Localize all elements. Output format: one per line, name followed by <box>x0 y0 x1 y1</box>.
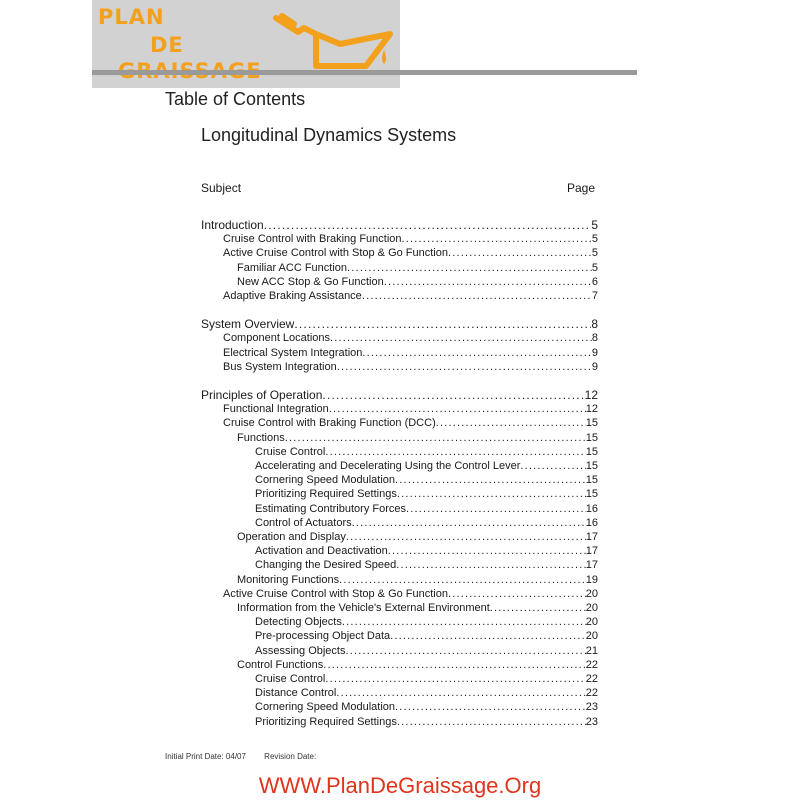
toc-entry[interactable] <box>201 445 598 459</box>
toc-entry-label: Estimating Contributory Forces <box>255 502 406 515</box>
toc-entry-page: 5 <box>591 218 598 232</box>
section-title: Longitudinal Dynamics Systems <box>201 125 457 145</box>
toc-entry-label: Control Functions <box>237 658 324 671</box>
toc-leader-dots <box>329 402 586 416</box>
revision-date: Revision Date: <box>264 752 317 761</box>
toc-entry[interactable] <box>201 218 598 232</box>
toc-leader-dots <box>346 530 586 544</box>
toc-leader-dots <box>448 246 592 260</box>
toc-entry-label: Cruise Control <box>255 445 326 458</box>
toc-entry-page: 16 <box>585 502 598 515</box>
toc-leader-dots <box>397 715 586 729</box>
toc-entry-label: Functions <box>237 431 285 444</box>
toc-entry[interactable] <box>201 601 598 615</box>
toc-entry-page: 9 <box>591 346 598 359</box>
toc-entry[interactable] <box>201 360 598 374</box>
toc-entry[interactable] <box>201 715 598 729</box>
toc-entry-page: 22 <box>585 687 598 700</box>
toc-entry[interactable] <box>201 246 598 260</box>
toc-entry-page: 23 <box>585 701 598 714</box>
toc-entry[interactable] <box>201 658 598 672</box>
page-title: Table of Contents <box>165 89 306 109</box>
toc-entry[interactable] <box>201 487 598 501</box>
toc-leader-dots <box>402 232 592 246</box>
toc-entry-label: Control of Actuators <box>255 516 352 529</box>
toc-entry[interactable] <box>201 388 598 402</box>
toc-entry-label: Cruise Control <box>255 673 326 685</box>
toc-entry-page: 15 <box>585 460 598 472</box>
toc-leader-dots <box>345 644 585 658</box>
toc-entry[interactable] <box>201 402 598 416</box>
toc-entry-page: 15 <box>585 417 598 430</box>
toc-entry[interactable] <box>201 700 598 714</box>
toc-entry-page: 15 <box>585 431 598 444</box>
toc-leader-dots <box>406 502 586 516</box>
toc-entry-label: Active Cruise Control with Stop & Go Function <box>223 587 448 600</box>
toc-entry-page: 16 <box>585 516 598 529</box>
toc-entry[interactable] <box>201 573 598 587</box>
toc-entry-page: 5 <box>591 247 598 260</box>
toc-entry[interactable] <box>201 686 598 700</box>
toc-entry-page: 23 <box>585 715 598 728</box>
toc-entry-label: Detecting Objects <box>255 616 342 629</box>
toc-entry-label: Functional Integration <box>223 403 329 416</box>
toc-entry-label: Bus System Integration <box>223 360 337 373</box>
toc-entry-page: 15 <box>585 445 598 458</box>
toc-entry-label: Cornering Speed Modulation <box>255 474 396 487</box>
toc-entry-label: Activation and Deactivation <box>255 545 388 558</box>
toc-entry[interactable] <box>201 232 598 246</box>
toc-entry[interactable] <box>201 459 598 473</box>
toc-leader-dots <box>388 544 586 558</box>
toc-leader-dots <box>384 275 592 289</box>
toc-entry-page: 20 <box>585 602 598 614</box>
toc-leader-dots <box>395 473 586 487</box>
toc-entry[interactable] <box>201 530 598 544</box>
toc-entry-page: 9 <box>591 360 598 373</box>
oil-can-icon <box>268 6 396 78</box>
toc-entry-page: 19 <box>585 573 598 586</box>
toc-entry[interactable] <box>201 502 598 516</box>
website-url[interactable]: WWW.PlanDeGraissage.Org <box>258 773 542 798</box>
toc-leader-dots <box>325 672 585 686</box>
toc-entry-label: Active Cruise Control with Stop & Go Function <box>223 247 448 260</box>
toc-entry-label: Cruise Control with Braking Function (DCC) <box>223 417 436 430</box>
toc-entry-page: 5 <box>591 233 598 246</box>
toc-entry-page: 5 <box>591 261 598 274</box>
toc-entry-label: Cruise Control with Braking Function <box>223 233 402 246</box>
logo-text-line2: DE <box>150 33 184 57</box>
toc-entry-page: 21 <box>585 644 598 657</box>
toc-entry-label: Changing the Desired Speed <box>255 559 397 572</box>
toc-entry-label: Prioritizing Required Settings <box>255 488 397 501</box>
toc-leader-dots <box>362 346 591 360</box>
toc-leader-dots <box>390 629 586 643</box>
toc-entry[interactable] <box>201 275 598 289</box>
initial-print-date: Initial Print Date: 04/07 <box>165 752 246 761</box>
toc-leader-dots <box>362 289 592 303</box>
page-column-header: Page <box>567 181 596 195</box>
toc-entry-label: Distance Control <box>255 687 337 700</box>
toc-leader-dots <box>396 558 585 572</box>
toc-entry-label: New ACC Stop & Go Function <box>237 275 384 288</box>
footer-note <box>165 752 316 761</box>
toc-entry[interactable] <box>201 587 598 601</box>
toc-leader-dots <box>285 431 586 445</box>
toc-leader-dots <box>336 686 585 700</box>
toc-entry-page: 22 <box>585 658 598 671</box>
toc-entry-page: 17 <box>585 531 598 543</box>
toc-leader-dots <box>436 416 586 430</box>
toc-entry-page: 8 <box>591 317 598 332</box>
toc-entry[interactable] <box>201 516 598 530</box>
toc-entry-label: Familiar ACC Function <box>237 261 348 274</box>
toc-entry-page: 7 <box>591 290 598 302</box>
toc-entry-page: 17 <box>585 559 598 572</box>
toc-entry[interactable] <box>201 317 598 331</box>
toc-entry-label: Adaptive Braking Assistance <box>223 290 362 302</box>
logo-text-line1: PLAN <box>98 5 165 29</box>
toc-entry-page: 20 <box>585 616 598 629</box>
toc-entry[interactable] <box>201 615 598 629</box>
toc-entry-page: 8 <box>591 332 598 345</box>
toc-entry-label: Assessing Objects <box>255 644 346 657</box>
toc-entry[interactable] <box>201 644 598 658</box>
toc-entry[interactable] <box>201 346 598 360</box>
toc-entry[interactable] <box>201 558 598 572</box>
toc-entry-page: 15 <box>585 474 598 487</box>
subject-column-header: Subject <box>201 181 242 195</box>
toc-entry-page: 22 <box>585 673 598 685</box>
toc-leader-dots <box>325 445 585 459</box>
toc-entry-label: Pre-processing Object Data <box>255 630 391 643</box>
toc-entry[interactable] <box>201 416 598 430</box>
toc-leader-dots <box>520 459 585 473</box>
header-rule <box>92 70 637 75</box>
toc-entry-page: 12 <box>584 388 598 402</box>
toc-entry-page: 20 <box>585 630 598 643</box>
toc-entry-page: 12 <box>585 403 598 416</box>
toc-entry-label: Cornering Speed Modulation <box>255 701 396 714</box>
toc-entry-label: System Overview <box>201 317 295 332</box>
toc-entry[interactable] <box>201 629 598 643</box>
toc-entry-page: 15 <box>585 488 598 501</box>
toc-leader-dots <box>294 317 591 331</box>
toc-entry-label: Information from the Vehicle's External Environment <box>237 602 490 614</box>
toc-entry[interactable] <box>201 261 598 275</box>
toc-entry-label: Electrical System Integration <box>223 346 363 359</box>
toc-leader-dots <box>352 516 586 530</box>
toc-entry-label: Prioritizing Required Settings <box>255 715 397 728</box>
toc-entry[interactable] <box>201 544 598 558</box>
toc-leader-dots <box>490 601 586 615</box>
toc-leader-dots <box>342 615 586 629</box>
toc-entry-page: 6 <box>591 275 598 288</box>
toc-leader-dots <box>322 388 584 402</box>
toc-entry[interactable] <box>201 289 598 303</box>
toc-entry-page: 17 <box>585 545 598 558</box>
toc-leader-dots <box>323 658 586 672</box>
toc-leader-dots <box>337 360 592 374</box>
toc-leader-dots <box>395 700 586 714</box>
toc-leader-dots <box>339 573 586 587</box>
toc-leader-dots <box>264 218 592 232</box>
toc-entry-page: 20 <box>585 587 598 600</box>
toc-entry-label: Principles of Operation <box>201 388 323 402</box>
toc-entry-label: Monitoring Functions <box>237 573 340 586</box>
toc-leader-dots <box>330 331 592 345</box>
toc-entry-label: Operation and Display <box>237 531 346 543</box>
toc-entry[interactable] <box>201 431 598 445</box>
toc-entry[interactable] <box>201 473 598 487</box>
toc-entry[interactable] <box>201 672 598 686</box>
toc-entry-label: Component Locations <box>223 332 331 345</box>
toc-entry[interactable] <box>201 331 598 345</box>
toc-entry-label: Accelerating and Decelerating Using the Control Lever <box>255 460 521 472</box>
toc-entry-label: Introduction <box>201 218 264 232</box>
toc-leader-dots <box>347 261 592 275</box>
toc-leader-dots <box>397 487 586 501</box>
toc-leader-dots <box>448 587 586 601</box>
